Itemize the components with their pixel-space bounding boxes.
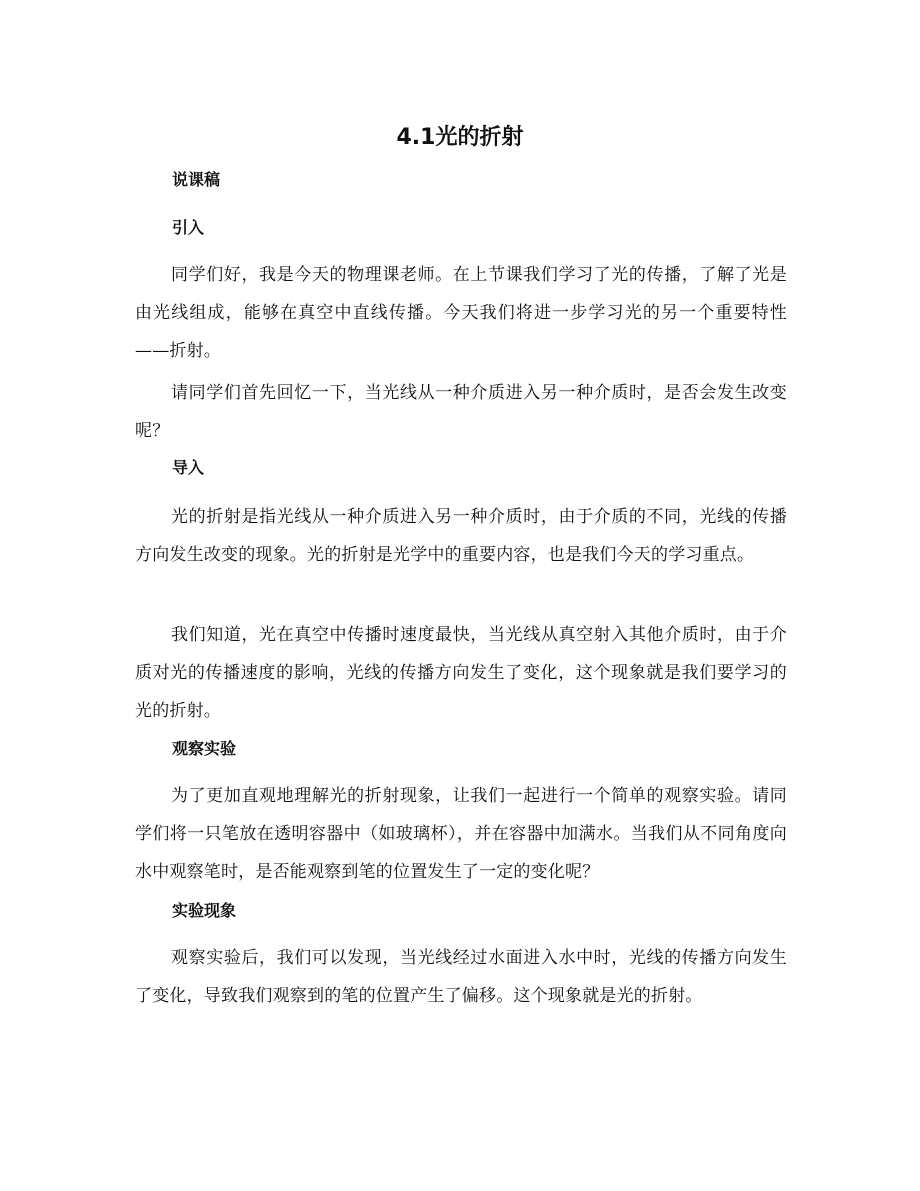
section-heading-guancha: 观察实验	[172, 739, 237, 758]
paragraph-guancha-1: 为了更加直观地理解光的折射现象，让我们一起进行一个简单的观察实验。请同学们将一只笔放在透明容器中（如玻璃杯），并在容器中加满水。当我们从不同角度向水中观察笔时，是否能观察到笔的位置发生了一定的变化呢？	[135, 786, 787, 882]
paragraph-daoru-2: 我们知道，光在真空中传播时速度最快，当光线从真空射入其他介质时，由于介质对光的传播速度的影响，光线的传播方向发生了变化，这个现象就是我们要学习的光的折射。	[135, 625, 787, 721]
paragraph-daoru-1: 光的折射是指光线从一种介质进入另一种介质时，由于介质的不同，光线的传播方向发生改变的现象。光的折射是光学中的重要内容，也是我们今天的学习重点。	[135, 507, 787, 565]
paragraph-yinru-1: 同学们好，我是今天的物理课老师。在上节课我们学习了光的传播，了解了光是由光线组成，能够在真空中直线传播。今天我们将进一步学习光的另一个重要特性——折射。	[135, 265, 787, 361]
section-heading-daoru: 导入	[172, 458, 205, 477]
section-heading-shuokegao: 说课稿	[172, 170, 221, 189]
paragraph-xianxiang-1: 观察实验后，我们可以发现，当光线经过水面进入水中时，光线的传播方向发生了变化，导致我们观察到的笔的位置产生了偏移。这个现象就是光的折射。	[135, 948, 787, 1006]
section-heading-xianxiang: 实验现象	[172, 901, 237, 920]
section-heading-yinru: 引入	[172, 218, 205, 237]
paragraph-yinru-2: 请同学们首先回忆一下，当光线从一种介质进入另一种介质时，是否会发生改变呢？	[135, 383, 787, 441]
document-title: 4.1光的折射	[396, 125, 524, 150]
